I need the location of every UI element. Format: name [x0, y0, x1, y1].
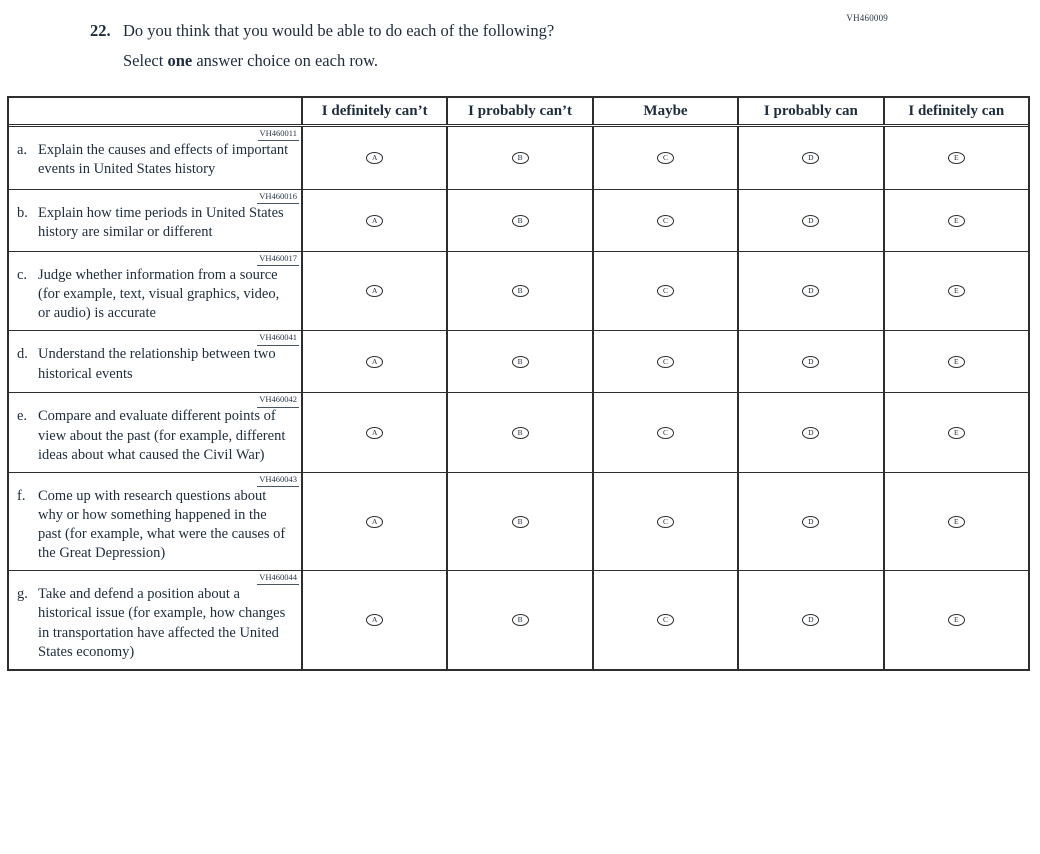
- option-cell-definitely-can: [883, 473, 1028, 571]
- row-code: VH460042: [257, 394, 299, 407]
- question-instruction: [123, 51, 554, 72]
- row-letter: c.: [17, 267, 28, 283]
- answer-bubble-d[interactable]: [802, 516, 819, 528]
- option-cell-maybe: [592, 252, 737, 330]
- answer-bubble-d[interactable]: [802, 152, 819, 164]
- column-header-definitely-cant: I definitely can’t: [301, 98, 446, 124]
- row-letter: g.: [17, 586, 28, 603]
- option-cell-definitely-can: [883, 127, 1028, 189]
- bubble-letter: C: [662, 153, 668, 163]
- option-cell-maybe: [592, 190, 737, 251]
- bubble-letter: B: [517, 615, 523, 625]
- bubble-letter: D: [808, 516, 814, 526]
- question-block: [90, 21, 554, 71]
- option-cell-probably-cant: [446, 393, 591, 471]
- bubble-letter: C: [662, 357, 668, 367]
- answer-bubble-c[interactable]: [657, 516, 674, 528]
- row-letter: b.: [17, 205, 28, 221]
- row-text: Compare and evaluate different points of view about the past (for example, different ideas about what caused the Civil War): [38, 408, 286, 463]
- answer-bubble-e[interactable]: [948, 614, 965, 626]
- bubble-letter: B: [517, 215, 523, 225]
- bubble-letter: D: [808, 357, 814, 367]
- table-row: [9, 330, 1028, 392]
- answer-bubble-c[interactable]: [657, 614, 674, 626]
- question-line: [90, 21, 554, 42]
- column-header-probably-can: I probably can: [737, 98, 882, 124]
- answer-bubble-e[interactable]: [948, 516, 965, 528]
- instruction-prefix: Select: [123, 50, 168, 70]
- row-letter: a.: [17, 142, 28, 158]
- table-row: [9, 570, 1028, 669]
- row-label-cell: [9, 252, 301, 330]
- table-row: [9, 127, 1028, 189]
- option-cell-probably-cant: [446, 331, 591, 392]
- bubble-letter: C: [662, 427, 668, 437]
- row-label-line: [17, 585, 293, 662]
- answer-bubble-b[interactable]: [512, 215, 529, 227]
- row-code: VH460017: [257, 253, 299, 266]
- bubble-letter: A: [371, 615, 378, 625]
- answer-bubble-e[interactable]: [948, 215, 965, 227]
- bubble-letter: A: [371, 153, 378, 163]
- option-cell-definitely-can: [883, 331, 1028, 392]
- answer-matrix-table: [7, 96, 1030, 671]
- bubble-letter: A: [371, 427, 378, 437]
- question-number: 22.: [90, 21, 111, 40]
- answer-bubble-c[interactable]: [657, 152, 674, 164]
- row-text: Explain how time periods in United States history are similar or different: [38, 205, 284, 241]
- bubble-letter: E: [953, 516, 959, 526]
- option-cell-maybe: [592, 127, 737, 189]
- row-label-line: [17, 266, 293, 323]
- option-cell-definitely-can: [883, 252, 1028, 330]
- bubble-letter: C: [662, 286, 668, 296]
- row-text: Understand the relationship between two historical events: [38, 346, 276, 382]
- answer-bubble-c[interactable]: [657, 356, 674, 368]
- answer-bubble-d[interactable]: [802, 614, 819, 626]
- row-code: VH460041: [257, 332, 299, 345]
- option-cell-maybe: [592, 393, 737, 471]
- row-text: Judge whether information from a source (for example, text, visual graphics, video, or audio) is accurate: [38, 267, 280, 322]
- option-cell-definitely-cant: [301, 393, 446, 471]
- bubble-letter: E: [953, 215, 959, 225]
- answer-bubble-b[interactable]: [512, 285, 529, 297]
- row-letter: f.: [17, 487, 26, 504]
- bubble-letter: D: [808, 427, 814, 437]
- answer-bubble-d[interactable]: [802, 215, 819, 227]
- option-cell-definitely-cant: [301, 252, 446, 330]
- option-cell-probably-can: [737, 473, 882, 571]
- answer-bubble-b[interactable]: [512, 152, 529, 164]
- option-cell-definitely-cant: [301, 331, 446, 392]
- bubble-letter: A: [371, 516, 378, 526]
- answer-bubble-a[interactable]: [366, 285, 383, 297]
- row-text: Come up with research questions about why or how something happened in the past (for example, what were the causes of the Great Depression): [38, 487, 286, 562]
- column-header-maybe: Maybe: [592, 98, 737, 124]
- answer-bubble-a[interactable]: [366, 356, 383, 368]
- answer-bubble-b[interactable]: [512, 516, 529, 528]
- instruction-suffix: answer choice on each row.: [192, 50, 379, 70]
- option-cell-probably-cant: [446, 190, 591, 251]
- bubble-letter: C: [662, 615, 668, 625]
- answer-bubble-e[interactable]: [948, 152, 965, 164]
- question-text: Do you think that you would be able to do each of the following?: [123, 21, 555, 40]
- table-row: [9, 189, 1028, 251]
- bubble-letter: C: [662, 516, 668, 526]
- row-letter: e.: [17, 408, 28, 425]
- option-cell-probably-can: [737, 127, 882, 189]
- bubble-letter: A: [371, 357, 378, 367]
- table-body: [9, 127, 1028, 669]
- table-row: [9, 251, 1028, 330]
- answer-bubble-c[interactable]: [657, 427, 674, 439]
- option-cell-definitely-cant: [301, 571, 446, 669]
- option-cell-probably-cant: [446, 127, 591, 189]
- option-cell-probably-can: [737, 571, 882, 669]
- corner-cell: [9, 98, 301, 124]
- answer-bubble-c[interactable]: [657, 215, 674, 227]
- answer-bubble-a[interactable]: [366, 516, 383, 528]
- bubble-letter: E: [953, 286, 959, 296]
- option-cell-definitely-cant: [301, 473, 446, 571]
- answer-bubble-e[interactable]: [948, 427, 965, 439]
- option-cell-probably-cant: [446, 473, 591, 571]
- option-cell-definitely-can: [883, 393, 1028, 471]
- bubble-letter: E: [953, 427, 959, 437]
- bubble-letter: B: [517, 516, 523, 526]
- bubble-letter: A: [371, 286, 378, 296]
- row-letter: d.: [17, 346, 28, 363]
- row-label-line: [17, 141, 293, 179]
- row-label-cell: [9, 190, 301, 251]
- bubble-letter: B: [517, 357, 523, 367]
- row-label-cell: [9, 571, 301, 669]
- bubble-letter: D: [808, 215, 814, 225]
- row-code: VH460011: [258, 128, 299, 141]
- row-label-cell: [9, 393, 301, 471]
- answer-bubble-d[interactable]: [802, 285, 819, 297]
- answer-bubble-c[interactable]: [657, 285, 674, 297]
- bubble-letter: C: [662, 215, 668, 225]
- page-code: VH460009: [846, 13, 888, 23]
- bubble-letter: E: [953, 357, 959, 367]
- table-row: [9, 472, 1028, 571]
- answer-bubble-b[interactable]: [512, 614, 529, 626]
- row-text: Explain the causes and effects of important events in United States history: [38, 142, 289, 178]
- option-cell-definitely-can: [883, 571, 1028, 669]
- instruction-bold-word: one: [167, 50, 193, 70]
- answer-bubble-a[interactable]: [366, 614, 383, 626]
- row-label-cell: [9, 473, 301, 571]
- option-cell-probably-can: [737, 252, 882, 330]
- option-cell-definitely-cant: [301, 127, 446, 189]
- option-cell-probably-can: [737, 393, 882, 471]
- row-label-cell: [9, 127, 301, 189]
- row-label-line: [17, 204, 293, 242]
- bubble-letter: E: [953, 615, 959, 625]
- table-row: [9, 392, 1028, 471]
- row-code: VH460016: [257, 191, 299, 204]
- row-code: VH460043: [257, 474, 299, 487]
- answer-bubble-d[interactable]: [802, 356, 819, 368]
- row-label-cell: [9, 331, 301, 392]
- column-header-definitely-can: I definitely can: [883, 98, 1028, 124]
- column-header-probably-cant: I probably can’t: [446, 98, 591, 124]
- answer-bubble-b[interactable]: [512, 427, 529, 439]
- row-label-line: [17, 487, 293, 564]
- bubble-letter: A: [371, 215, 378, 225]
- bubble-letter: B: [517, 427, 523, 437]
- answer-bubble-e[interactable]: [948, 356, 965, 368]
- option-cell-probably-cant: [446, 252, 591, 330]
- row-label-line: [17, 407, 293, 464]
- answer-bubble-b[interactable]: [512, 356, 529, 368]
- bubble-letter: D: [808, 286, 814, 296]
- answer-bubble-a[interactable]: [366, 152, 383, 164]
- option-cell-maybe: [592, 473, 737, 571]
- answer-bubble-e[interactable]: [948, 285, 965, 297]
- row-label-line: [17, 345, 293, 383]
- answer-bubble-a[interactable]: [366, 215, 383, 227]
- option-cell-maybe: [592, 331, 737, 392]
- bubble-letter: D: [808, 153, 814, 163]
- bubble-letter: E: [953, 153, 959, 163]
- answer-bubble-d[interactable]: [802, 427, 819, 439]
- bubble-letter: B: [517, 153, 523, 163]
- bubble-letter: B: [517, 286, 523, 296]
- row-code: VH460044: [257, 572, 299, 585]
- answer-bubble-a[interactable]: [366, 427, 383, 439]
- option-cell-definitely-cant: [301, 190, 446, 251]
- bubble-letter: D: [808, 615, 814, 625]
- row-text: Take and defend a position about a historical issue (for example, how changes in transportation have affected the United States economy): [38, 586, 286, 660]
- option-cell-probably-can: [737, 331, 882, 392]
- option-cell-probably-can: [737, 190, 882, 251]
- table-header-row: [9, 98, 1028, 127]
- option-cell-maybe: [592, 571, 737, 669]
- option-cell-definitely-can: [883, 190, 1028, 251]
- option-cell-probably-cant: [446, 571, 591, 669]
